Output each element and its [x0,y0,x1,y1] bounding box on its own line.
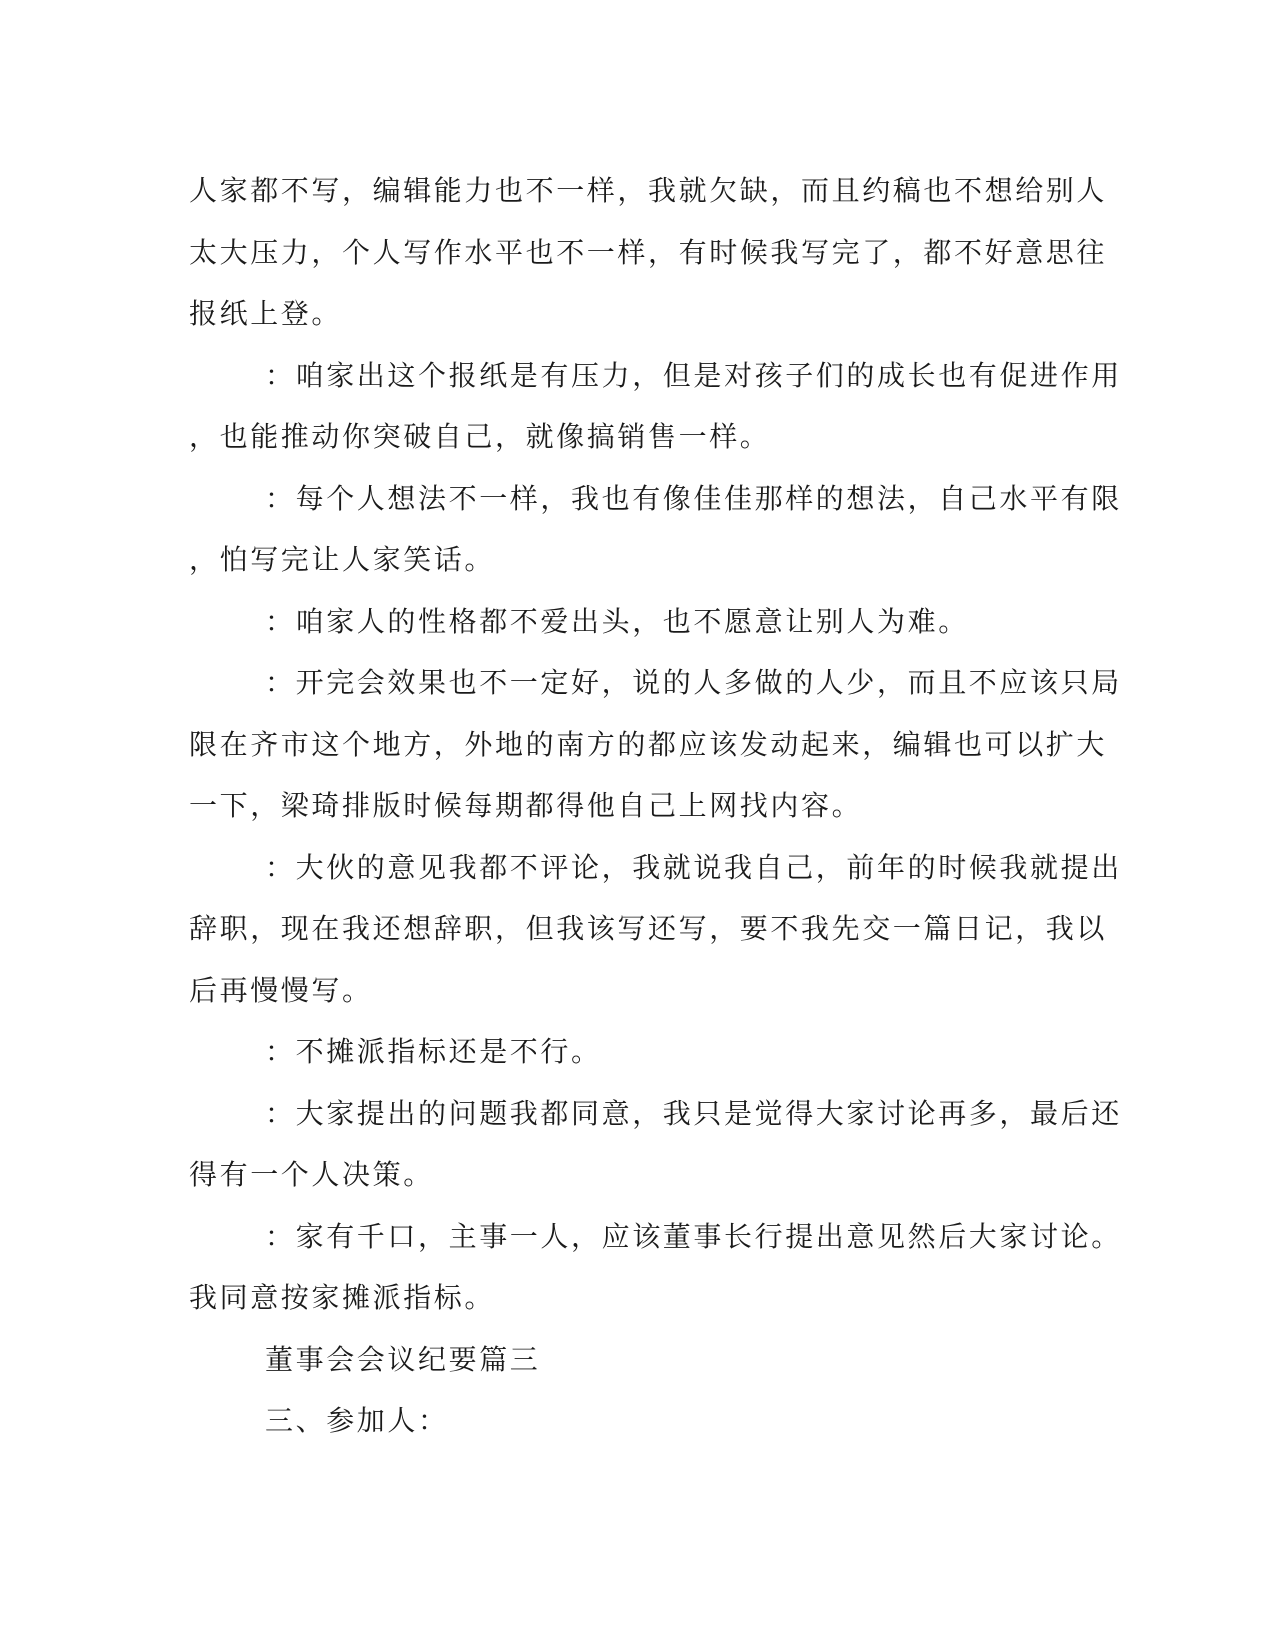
text-line: 辞职，现在我还想辞职，但我该写还写，要不我先交一篇日记，我以 [189,912,1108,945]
text-line: 太大压力，个人写作水平也不一样，有时候我写完了，都不好意思往 [189,235,1108,269]
paragraph [189,1083,1122,1206]
text-line: 我同意按家摊派指标。 [189,1281,496,1314]
text-line: ：大伙的意见我都不评论，我就说我自己，前年的时候我就提出 [265,850,1122,884]
text-line: ：开完会效果也不一定好，说的人多做的人少，而且不应该只局 [265,666,1122,699]
paragraph [189,652,1122,837]
text-line: ：家有千口，主事一人，应该董事长行提出意见然后大家讨论。 [265,1219,1122,1253]
text-line: 人家都不写，编辑能力也不一样，我就欠缺，而且约稿也不想给别人 [189,174,1108,207]
subsection-heading [189,1390,1089,1452]
heading-line: 董事会会议纪要篇三 [265,1342,541,1376]
paragraph [189,591,1089,653]
paragraph [189,468,1122,591]
text-line: ：大家提出的问题我都同意，我只是觉得大家讨论再多，最后还 [265,1096,1122,1130]
paragraph [189,1206,1122,1329]
heading-line: 三、参加人： [265,1404,449,1437]
document-body [189,160,1122,1452]
text-line: ：咱家出这个报纸是有压力，但是对孩子们的成长也有促进作用 [265,358,1122,392]
text-line: ，也能推动你突破自己，就像搞销售一样。 [189,420,771,453]
text-line: ：不摊派指标还是不行。 [265,1035,602,1068]
paragraph [189,1021,1089,1083]
text-line: 限在齐市这个地方，外地的南方的都应该发动起来，编辑也可以扩大 [189,727,1108,761]
text-line: ：咱家人的性格都不爱出头，也不愿意让别人为难。 [265,604,969,638]
text-line: ，怕写完让人家笑话。 [189,543,496,576]
text-line: 后再慢慢写。 [189,973,373,1007]
paragraph-continued [189,160,1108,345]
paragraph [189,345,1122,468]
text-line: 得有一个人决策。 [189,1158,434,1191]
section-heading [189,1329,1089,1391]
paragraph [189,837,1122,1022]
text-line: ：每个人想法不一样，我也有像佳佳那样的想法，自己水平有限 [265,481,1122,515]
text-line: 一下，梁琦排版时候每期都得他自己上网找内容。 [189,789,863,822]
text-line: 报纸上登。 [189,297,343,330]
